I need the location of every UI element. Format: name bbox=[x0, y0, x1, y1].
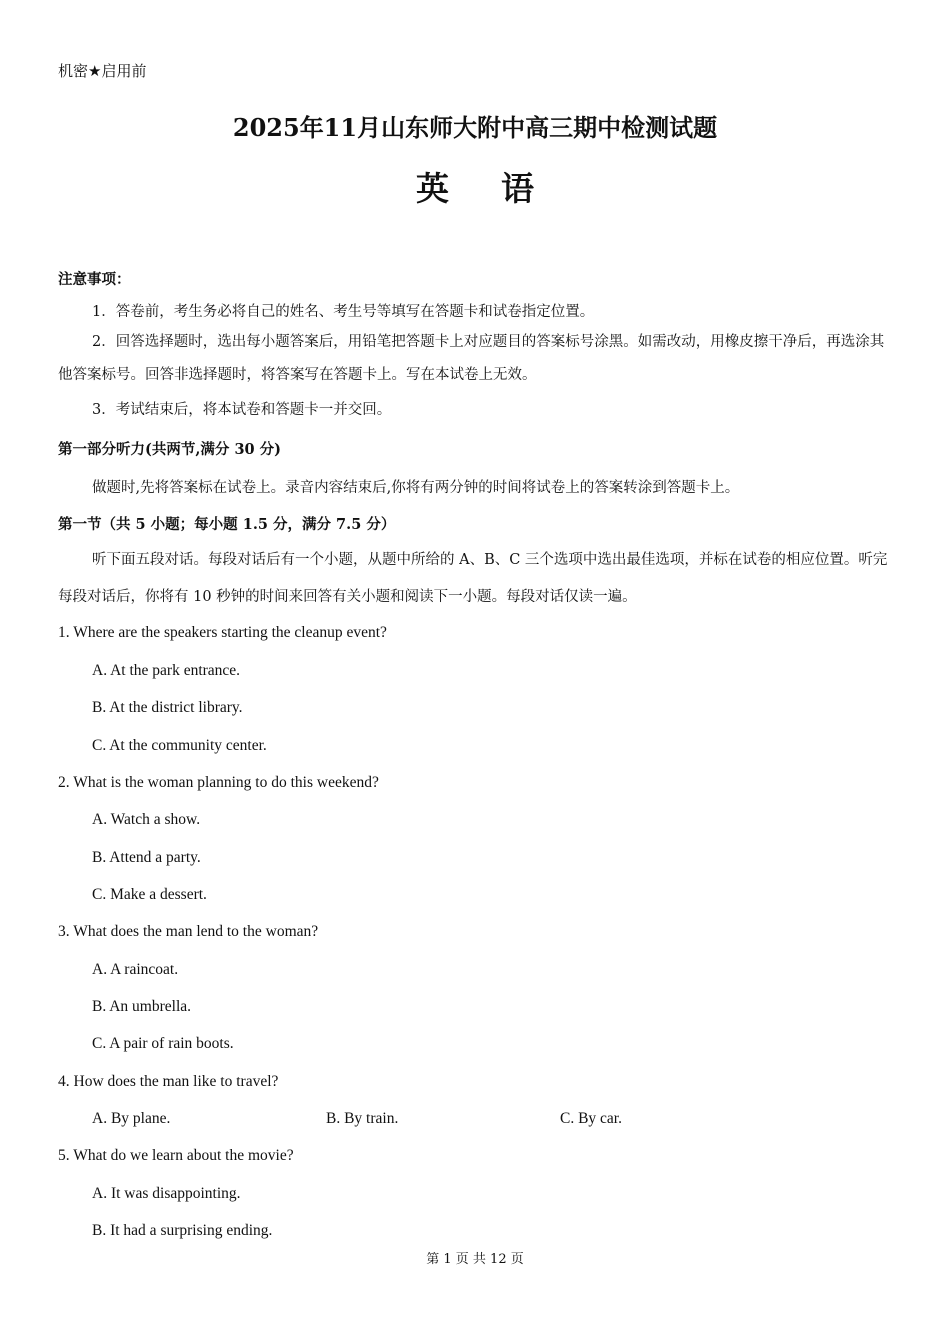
notice-heading: 注意事项： bbox=[58, 271, 131, 288]
part1-heading: 第一部分听力(共两节,满分 30 分) bbox=[58, 441, 282, 458]
question-3-option-b: B. An umbrella. bbox=[92, 998, 192, 1015]
question-3-stem: 3. What does the man lend to the woman? bbox=[58, 923, 319, 940]
confidential-label: 机密★启用前 bbox=[58, 62, 147, 80]
question-5-option-a: A. It was disappointing. bbox=[92, 1185, 241, 1202]
section1-heading: 第一节（共 5 小题；每小题 1.5 分，满分 7.5 分） bbox=[58, 516, 396, 533]
question-5-stem: 5. What do we learn about the movie? bbox=[58, 1147, 294, 1164]
subject-title: 英语 bbox=[416, 169, 586, 208]
exam-title: 2025年11月山东师大附中高三期中检测试题 bbox=[232, 113, 718, 142]
question-2-option-a: A. Watch a show. bbox=[92, 811, 201, 828]
question-2-stem: 2. What is the woman planning to do this weekend? bbox=[58, 774, 379, 791]
notice-item-1: 1．答卷前，考生务必将自己的姓名、考生号等填写在答题卡和试卷指定位置。 bbox=[92, 304, 595, 320]
notice-item-3: 3．考试结束后，将本试卷和答题卡一并交回。 bbox=[92, 402, 392, 418]
question-1-stem: 1. Where are the speakers starting the cleanup event? bbox=[58, 624, 387, 641]
question-5-option-b: B. It had a surprising ending. bbox=[92, 1222, 273, 1239]
question-4-option-c: C. By car. bbox=[560, 1110, 622, 1127]
question-1-option-a: A. At the park entrance. bbox=[92, 662, 241, 679]
question-3-option-c: C. A pair of rain boots. bbox=[92, 1035, 234, 1052]
section1-instruction: 听下面五段对话。每段对话后有一个小题，从题中所给的 A、B、C 三个选项中选出最佳选项，并标在试卷的相应位置。听完每段对话后，你将有 10 秒钟的时间来回答有关小题和阅读下一小题。每段对话仅读一遍。 bbox=[58, 552, 888, 605]
question-4-stem: 4. How does the man like to travel? bbox=[58, 1073, 279, 1090]
part1-instruction: 做题时,先将答案标在试卷上。录音内容结束后,你将有两分钟的时间将试卷上的答案转涂到答题卡上。 bbox=[92, 480, 740, 496]
question-2-option-b: B. Attend a party. bbox=[92, 849, 201, 866]
notice-item-2: 2．回答选择题时，选出每小题答案后，用铅笔把答题卡上对应题目的答案标号涂黑。如需改动，用橡皮擦干净后，再选涂其他答案标号。回答非选择题时，将答案写在答题卡上。写在本试卷上无效。 bbox=[58, 334, 885, 383]
question-4-option-b: B. By train. bbox=[326, 1110, 399, 1127]
page-number: 第 1 页 共 12 页 bbox=[426, 1252, 524, 1267]
question-2-option-c: C. Make a dessert. bbox=[92, 886, 207, 903]
question-4-option-a: A. By plane. bbox=[92, 1110, 171, 1127]
question-1-option-c: C. At the community center. bbox=[92, 737, 267, 754]
question-1-option-b: B. At the district library. bbox=[92, 699, 243, 716]
question-3-option-a: A. A raincoat. bbox=[92, 961, 179, 978]
